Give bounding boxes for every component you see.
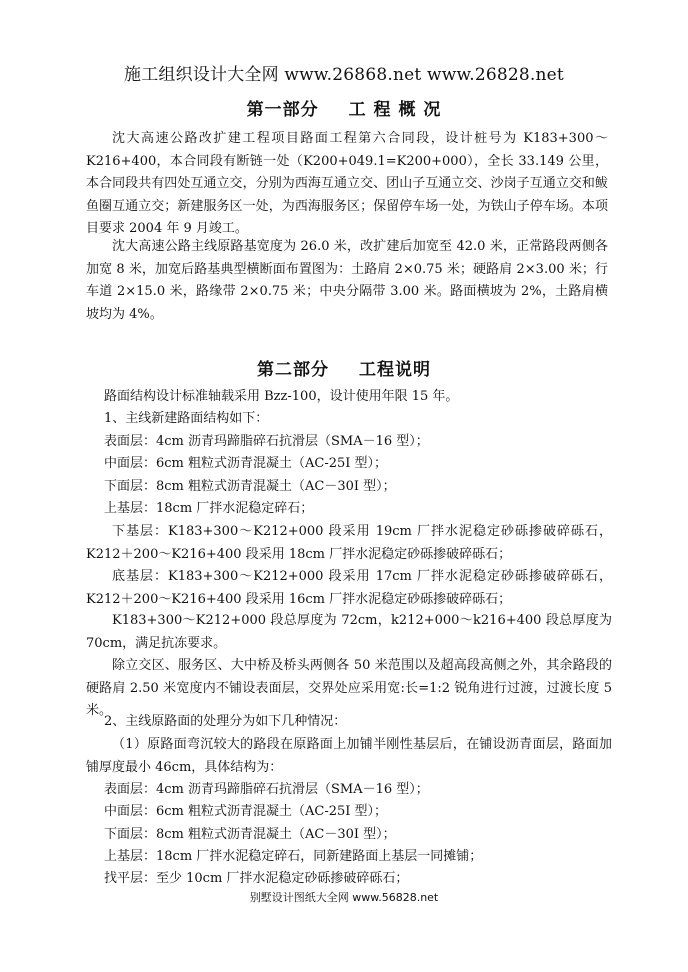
site-header: 施工组织设计大全网 www.26868.net www.26828.net [124,65,564,85]
section2-heading: 2、主线原路面的处理分为如下几种情况： [104,714,347,729]
section1-lower-layer: 下面层：8cm 粗粒式沥青混凝土（AC－30I 型）； [104,479,396,494]
section1-surface-layer: 表面层：4cm 沥青玛蹄脂碎石抗滑层（SMA－16 型）； [104,434,429,449]
section2-lower-layer: 下面层：8cm 粗粒式沥青混凝土（AC－30I 型）； [104,827,396,842]
part1-paragraph-overview: 沈大高速公路改扩建工程项目路面工程第六合同段，设计桩号为 K183+300～K216+400，本合同段有断链一处（K200+049.1=K200+000），全长 33.149 公里，本合同段共有四处互通立交，分别为西海互通立交、团山子互通立交、沙岗子互通立交和鲅鱼圈互通立交；新建服务区一处，为西海服务区；保留停车场一处，为铁山子停车场。本项目要求 2004 年 9 月竣工。 [86,131,608,236]
section1-subbase: 底基层：K183+300～K212+000 段采用 17cm 厂拌水泥稳定砂砾掺破碎砾石，K212＋200～K216+400 段采用 16cm 厂拌水泥稳定砂砾掺破碎砾石； [86,569,612,607]
page-footer: 别墅设计图纸大全网 www.56828.net [249,891,439,904]
section1-shoulder-note: 除立交区、服务区、大中桥及桥头两侧各 50 米范围以及超高段高侧之外，其余路段的硬路肩 2.50 米宽度内不铺设表面层，交界处应采用宽:长=1:2 锐角进行过渡，过渡长度 5 米。 [86,658,612,718]
section1-lower-base: 下基层：K183+300～K212+000 段采用 19cm 厂拌水泥稳定砂砾掺破碎砾石，K212＋200～K216+400 段采用 18cm 厂拌水泥稳定砂砾掺破碎砾石； [86,524,612,562]
section1-upper-base: 上基层：18cm 厂拌水泥稳定碎石； [104,501,314,516]
part1-paragraph-widths: 沈大高速公路主线原路基宽度为 26.0 米，改扩建后加宽至 42.0 米，正常路段两侧各加宽 8 米，加宽后路基典型横断面布置图为：土路肩 2×0.75 米；硬路肩 2×3.00 米；行车道 2×15.0 米，路缘带 2×0.75 米；中央分隔带 3.00 米。路面横坡为 2%，土路肩横坡均为 4%。 [86,239,608,322]
section2-middle-layer: 中面层：6cm 粗粒式沥青混凝土（AC-25I 型）； [104,804,388,819]
part2-intro: 路面结构设计标准轴载采用 Bzz-100，设计使用年限 15 年。 [104,389,459,404]
section2-case1: （1）原路面弯沉较大的路段在原路面上加铺半刚性基层后，在铺设沥青面层，路面加铺厚度最小 46cm，具体结构为： [86,737,612,775]
section2-surface-layer: 表面层：4cm 沥青玛蹄脂碎石抗滑层（SMA－16 型）； [104,782,429,797]
section2-upper-base: 上基层：18cm 厂拌水泥稳定碎石，同新建路面上基层一同摊铺； [104,849,483,864]
section1-total-thickness: K183+300～K212+000 段总厚度为 72cm，k212+000～k216+400 段总厚度为 70cm，满足抗冻要求。 [86,613,612,651]
part1-title-number: 第一部分 [246,100,319,120]
part1-title [0,95,688,120]
part2-title [0,355,688,380]
section1-heading: 1、主线新建路面结构如下： [104,411,269,426]
part1-title-text: 工 程 概 况 [348,100,442,120]
part2-title-text: 工程说明 [359,360,431,380]
section2-leveling-layer: 找平层：至少 10cm 厂拌水泥稳定砂砾掺破碎砾石； [104,871,409,886]
part2-title-number: 第二部分 [257,360,329,380]
section1-middle-layer: 中面层：6cm 粗粒式沥青混凝土（AC-25I 型）； [104,456,388,471]
